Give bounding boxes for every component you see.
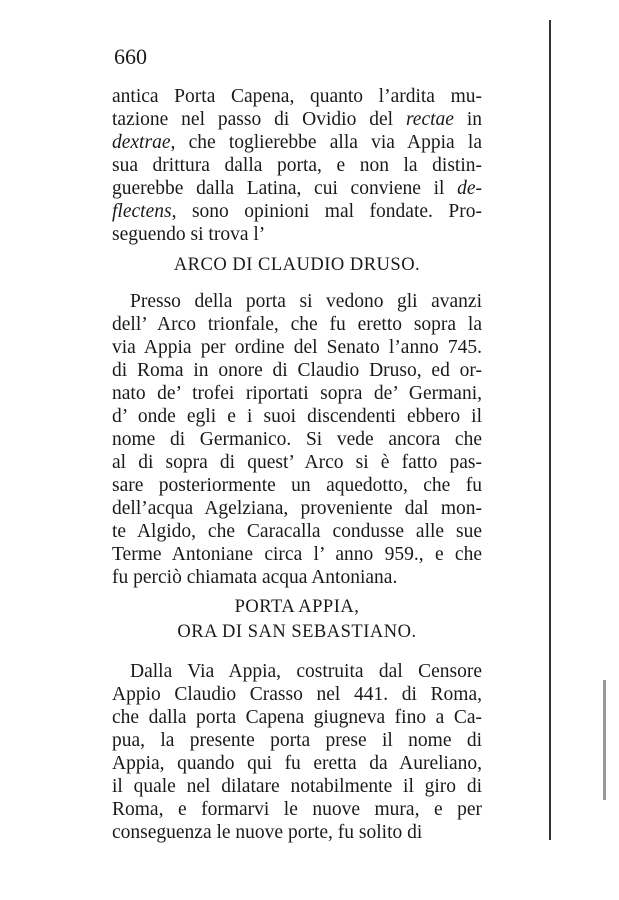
text-segment: sare posteriormente un aquedotto, che fu [112, 475, 482, 496]
text-segment: Presso della porta si vedono gli avanzi [130, 291, 482, 312]
text-line [112, 706, 482, 729]
text-segment: al di sopra di quest’ Arco si è fatto pas- [112, 452, 482, 473]
text-segment: Terme Antoniane circa l’ anno 959., e che [112, 544, 482, 565]
text-segment: seguendo si trova l’ [112, 224, 266, 245]
text-line [112, 660, 482, 683]
text-line [112, 752, 482, 775]
text-line [112, 821, 482, 844]
text-line [112, 359, 482, 382]
text-line [112, 798, 482, 821]
paragraph-1 [112, 85, 482, 246]
paragraph-3 [112, 660, 482, 844]
text-line [112, 775, 482, 798]
text-segment: il quale nel dilatare notabilmente il giro di [112, 776, 482, 797]
text-segment: Dalla Via Appia, costruita dal Censore [130, 661, 482, 682]
text-segment: Appia, quando qui fu eretta da Aureliano, [112, 753, 482, 774]
text-segment: dell’acqua Agelziana, proveniente dal mon- [112, 498, 482, 519]
heading-line: ORA DI SAN SEBASTIANO. [177, 622, 417, 642]
text-line [112, 451, 482, 474]
text-segment: pua, la presente porta prese il nome di [112, 730, 482, 751]
text-segment: Appio Claudio Crasso nel 441. di Roma, [112, 684, 482, 705]
heading-line: PORTA APPIA, [234, 597, 360, 617]
text-line [112, 154, 482, 177]
text-line [112, 405, 482, 428]
text-segment: te Algido, che Caracalla condusse alle sue [112, 521, 482, 542]
text-segment: di Roma in onore di Claudio Druso, ed or- [112, 360, 482, 381]
section-heading-porta-appia [112, 595, 482, 645]
text-segment: guerebbe dalla Latina, cui conviene il [112, 178, 458, 199]
text-segment: Roma, e formarvi le nuove mura, e per [112, 799, 482, 820]
page-edge-shadow [549, 20, 551, 840]
text-segment: antica Porta Capena, quanto l’ardita mu- [112, 86, 482, 107]
text-segment: in [453, 109, 482, 130]
text-line [112, 566, 482, 589]
text-line [112, 520, 482, 543]
section-heading-arco-di-claudio-druso: ARCO DI CLAUDIO DRUSO. [173, 255, 421, 275]
text-line [112, 131, 482, 154]
text-segment: nato de’ trofei riportati sopra de’ Germani, [112, 383, 482, 404]
text-line [112, 336, 482, 359]
text-line [112, 382, 482, 405]
text-segment: tazione nel passo di Ovidio del [112, 109, 406, 130]
italic-text: flectens [112, 201, 172, 222]
text-segment: che dalla porta Capena giugneva fino a Ca- [112, 707, 482, 728]
italic-text: de- [457, 178, 482, 199]
text-segment: nome di Germanico. Si vede ancora che [112, 429, 482, 450]
page-number: 660 [114, 44, 147, 69]
text-line [112, 108, 482, 131]
text-segment: sua drittura dalla porta, e non la distin- [112, 155, 482, 176]
text-line [112, 223, 482, 246]
text-line [112, 428, 482, 451]
italic-text: dextrae [112, 132, 171, 153]
paragraph-2 [112, 290, 482, 589]
text-line [112, 497, 482, 520]
text-segment: , che toglierebbe alla via Appia la [170, 132, 482, 153]
text-segment: via Appia per ordine del Senato l’anno 745. [112, 337, 482, 358]
text-segment: dell’ Arco trionfale, che fu eretto sopra la [112, 314, 482, 335]
text-line [112, 313, 482, 336]
text-line [112, 683, 482, 706]
text-line [112, 290, 482, 313]
text-line [112, 729, 482, 752]
text-line [112, 177, 482, 200]
text-segment: conseguenza le nuove porte, fu solito di [112, 822, 423, 843]
text-line [112, 543, 482, 566]
text-segment: fu perciò chiamata acqua Antoniana. [112, 567, 398, 588]
text-line [112, 85, 482, 108]
text-segment: , sono opinioni mal fondate. Pro- [171, 201, 482, 222]
text-line [112, 474, 482, 497]
text-line [112, 200, 482, 223]
next-page-edge [603, 680, 606, 800]
italic-text: rectae [405, 109, 454, 130]
text-segment: d’ onde egli e i suoi discendenti ebbero il [112, 406, 482, 427]
